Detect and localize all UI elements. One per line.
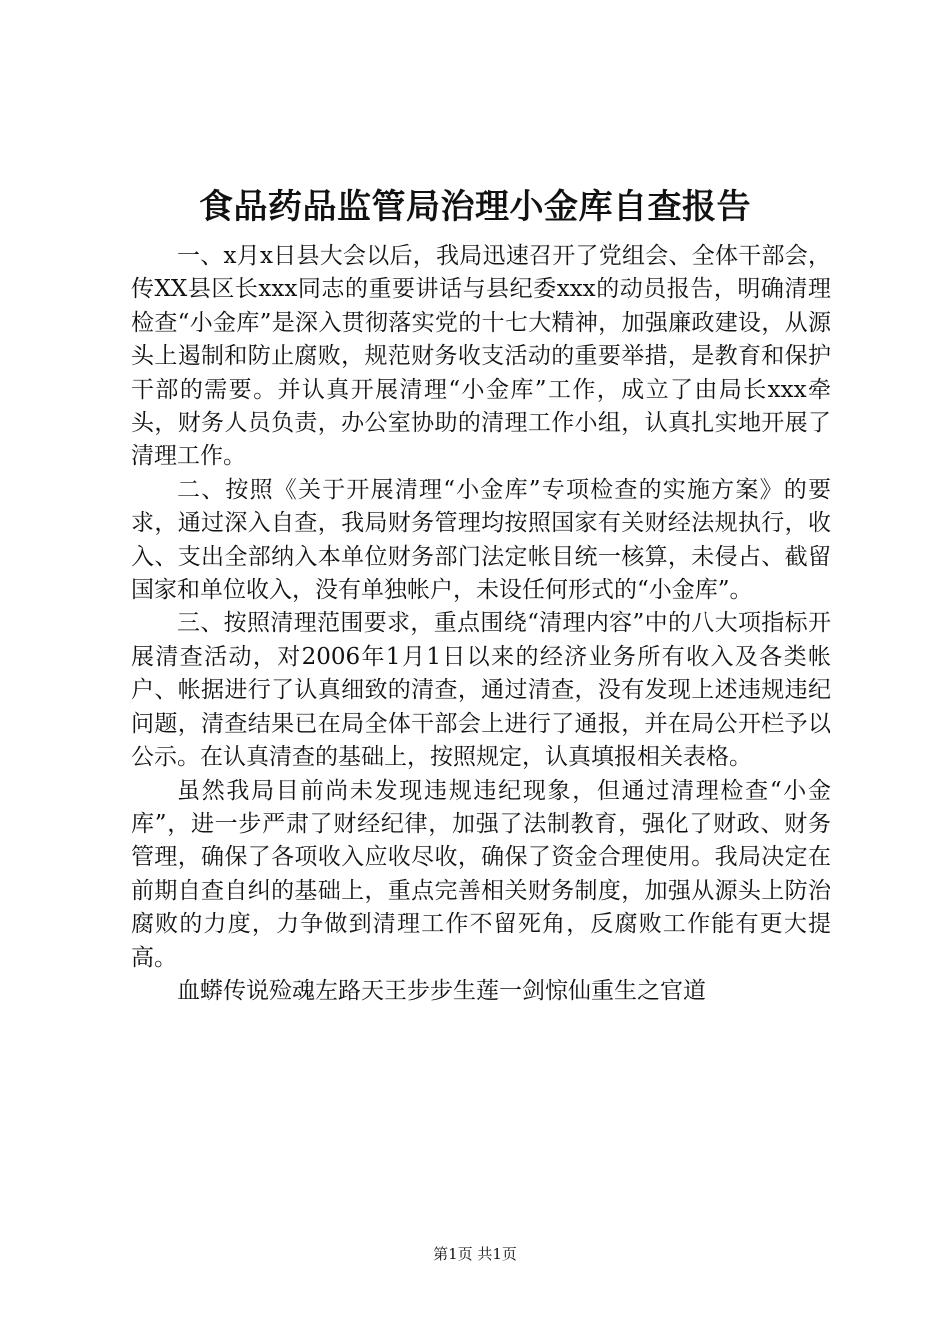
document-body <box>131 240 831 1008</box>
document-title: 食品药品监管局治理小金库自查报告 <box>199 187 751 227</box>
paragraph-2: 二、按照《关于开展清理“小金库”专项检查的实施方案》的要求，通过深入自查，我局财务管理均按照国家有关财经法规执行，收入、支出全部纳入本单位财务部门法定帐目统一核算，未侵占、截留国家和单位收入，没有单独帐户，未设任何形式的“小金库”。 <box>131 476 831 604</box>
paragraph-5: 血蟒传说殓魂左路天王步步生莲一剑惊仙重生之官道 <box>177 977 706 1004</box>
paragraph-4: 虽然我局目前尚未发现违规违纪现象，但通过清理检查“小金库”，进一步严肃了财经纪律，加强了法制教育，强化了财政、财务管理，确保了各项收入应收尽收，确保了资金合理使用。我局决定在前期自查自纠的基础上，重点完善相关财务制度，加强从源头上防治腐败的力度，力争做到清理工作不留死角，反腐败工作能有更大提高。 <box>131 777 831 971</box>
paragraph-1: 一、x月x日县大会以后，我局迅速召开了党组会、全体干部会，传XX县区长xxx同志的重要讲话与县纪委xxx的动员报告，明确清理检查“小金库”是深入贯彻落实党的十七大精神，加强廉政建设，从源头上遏制和防止腐败，规范财务收支活动的重要举措，是教育和保护干部的需要。并认真开展清理“小金库”工作，成立了由局长xxx牵头，财务人员负责，办公室协助的清理工作小组，认真扎实地开展了清理工作。 <box>131 243 831 470</box>
page-footer: 第1页 共1页 <box>433 1245 517 1263</box>
paragraph-3: 三、按照清理范围要求，重点围绕“清理内容”中的八大项指标开展清查活动，对2006年1月1日以来的经济业务所有收入及各类帐户、帐据进行了认真细致的清查，通过清查，没有发现上述违规违纪问题，清查结果已在局全体干部会上进行了通报，并在局公开栏予以公示。在认真清查的基础上，按照规定，认真填报相关表格。 <box>131 610 831 771</box>
